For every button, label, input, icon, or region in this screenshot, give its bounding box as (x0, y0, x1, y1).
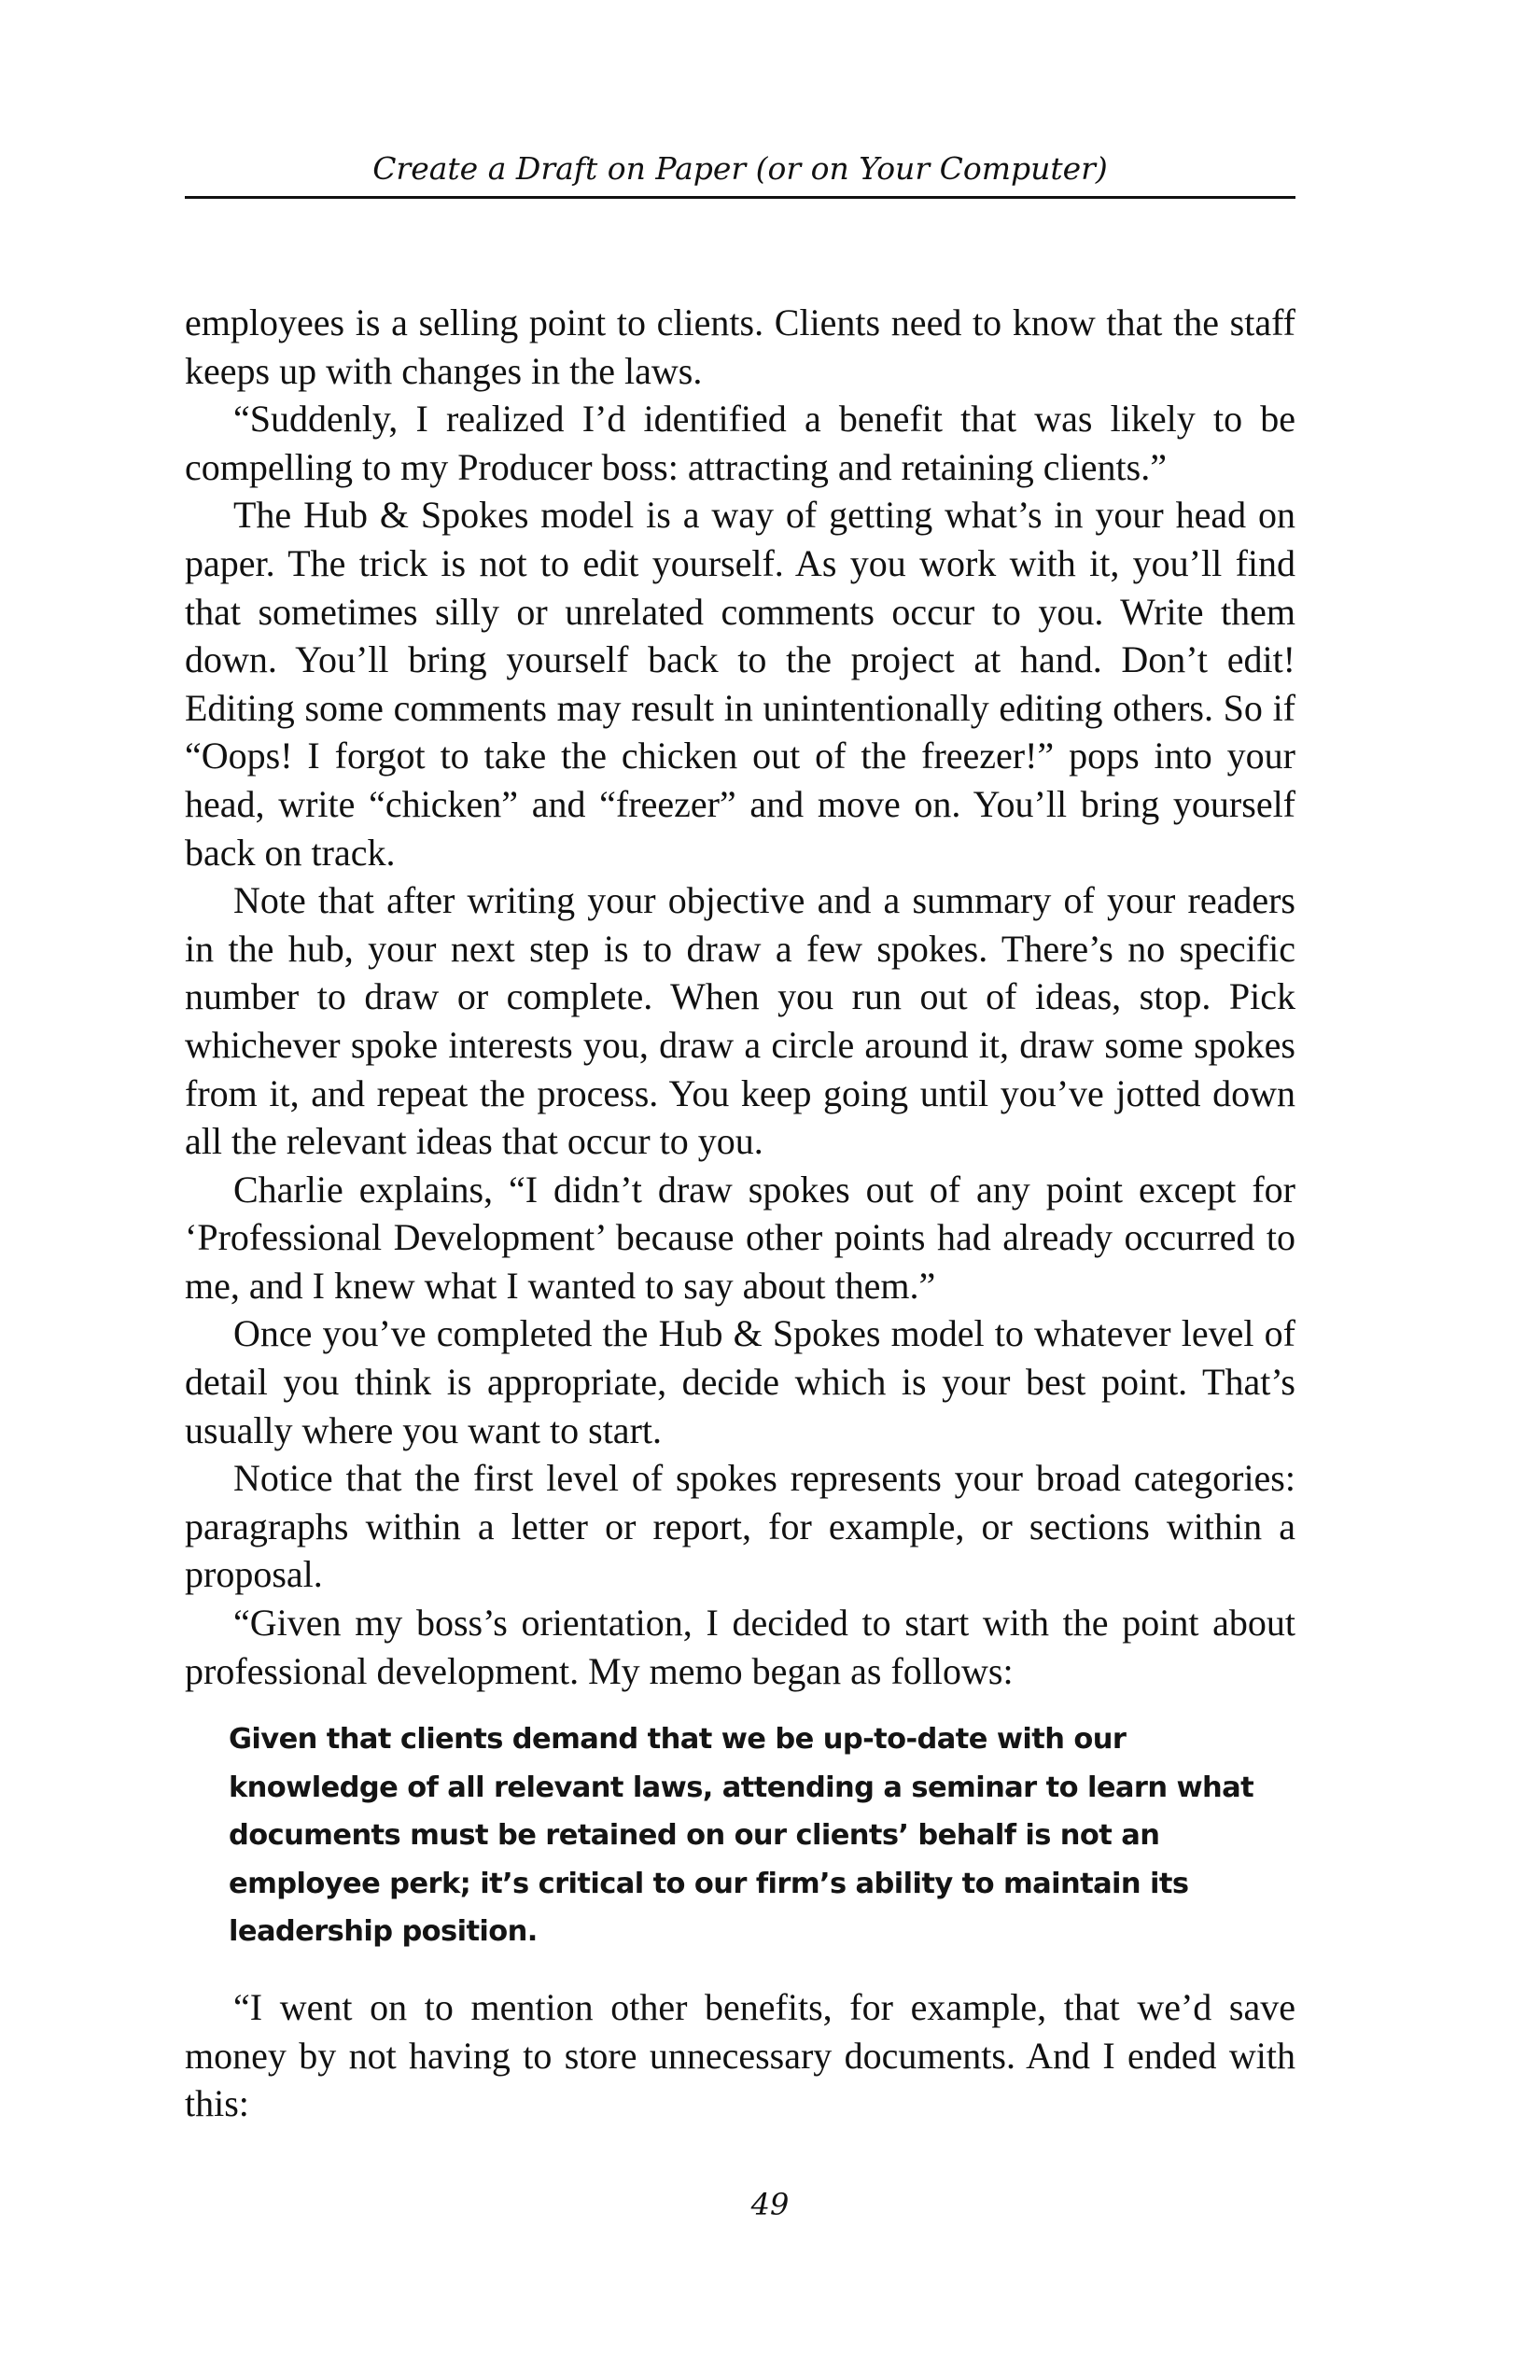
header-rule (185, 196, 1295, 199)
running-head: Create a Draft on Paper (or on Your Computer) (372, 150, 1108, 187)
body-text (185, 299, 1295, 1695)
paragraph: Notice that the first level of spokes represents your broad categories: paragraphs within a letter or report, for example, or sections within a proposal. (185, 1457, 1295, 1596)
paragraph: The Hub & Spokes model is a way of getting what’s in your head on paper. The trick is not to edit yourself. As you work with it, you’ll find that sometimes silly or unrelated comments occur to you. Write them down. You’ll bring yourself back to the project at hand. Don’t edit! Editing some comments may result in unintentionally editing others. So if “Oops! I forgot to take the chicken out of the freezer!” pops into your head, write “chicken” and “freezer” and move on. You’ll bring yourself back on track. (185, 494, 1295, 874)
paragraph: “Suddenly, I realized I’d identified a benefit that was likely to be compelling to my Producer boss: attracting and retaining clients.” (185, 398, 1295, 488)
paragraph: “Given my boss’s orientation, I decided to start with the point about professional development. My memo began as follows: (185, 1602, 1295, 1692)
closing-paragraph: “I went on to mention other benefits, for example, that we’d save money by not having to store unnecessary documents. And I ended with this: (185, 1986, 1295, 2125)
closing-text (185, 1983, 1295, 2128)
paragraph: employees is a selling point to clients. Clients need to know that the staff keeps up with changes in the laws. (185, 301, 1295, 392)
memo-quote-block (229, 1715, 1255, 1956)
paragraph: Once you’ve completed the Hub & Spokes model to whatever level of detail you think is appropriate, decide which is your best point. That’s usually where you want to start. (185, 1312, 1295, 1451)
paragraph: Charlie explains, “I didn’t draw spokes out of any point except for ‘Professional Development’ because other points had already occurred to me, and I knew what I wanted to say about them.” (185, 1168, 1295, 1307)
page-number: 49 (750, 2187, 790, 2222)
paragraph: Note that after writing your objective and a summary of your readers in the hub, your next step is to draw a few spokes. There’s no specific number to draw or complete. When you run out of ideas, stop. Pick whichever spoke interests you, draw a circle around it, draw some spokes from it, and repeat the process. You keep going until you’ve jotted down all the relevant ideas that occur to you. (185, 879, 1295, 1163)
memo-quote: Given that clients demand that we be up-to-date with our knowledge of all relevant laws, attending a seminar to learn what documents must be retained on our clients’ behalf is not an employee perk; it’s critical to our firm’s ability to maintain its leadership position. (229, 1723, 1254, 1949)
